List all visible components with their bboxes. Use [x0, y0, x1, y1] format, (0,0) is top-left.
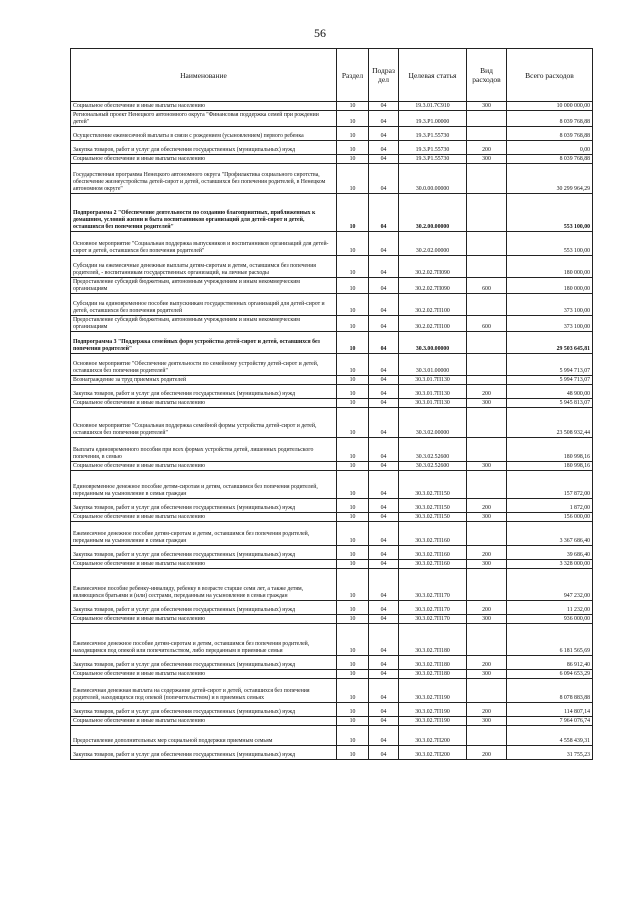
cell-subsection: 04 — [369, 462, 399, 471]
cell-section: 10 — [337, 726, 369, 746]
cell-total: 180 000,00 — [507, 256, 593, 278]
cell-section: 10 — [337, 560, 369, 569]
cell-subsection: 04 — [369, 569, 399, 601]
cell-name: Закупка товаров, работ и услуг для обеспечения государственных (муниципальных) нужд — [71, 703, 337, 717]
cell-subsection: 04 — [369, 560, 399, 569]
cell-name: Социальное обеспечение и иные выплаты населению — [71, 513, 337, 522]
table-row — [71, 385, 593, 399]
cell-section: 10 — [337, 385, 369, 399]
cell-total: 8 039 768,88 — [507, 155, 593, 164]
cell-section: 10 — [337, 155, 369, 164]
cell-article: 30.3.00.00000 — [399, 332, 467, 354]
cell-name: Закупка товаров, работ и услуг для обеспечения государственных (муниципальных) нужд — [71, 546, 337, 560]
cell-expense-type — [467, 522, 507, 546]
cell-total: 114 807,14 — [507, 703, 593, 717]
cell-name: Социальное обеспечение и иные выплаты населению — [71, 462, 337, 471]
cell-section: 10 — [337, 278, 369, 294]
cell-total: 553 100,00 — [507, 232, 593, 256]
page-number: 56 — [314, 26, 326, 40]
cell-total: 86 912,40 — [507, 656, 593, 670]
cell-section: 10 — [337, 127, 369, 141]
cell-section: 10 — [337, 399, 369, 408]
header-subsection: Подраз дел — [369, 49, 399, 102]
cell-expense-type — [467, 624, 507, 656]
table-row — [71, 141, 593, 155]
cell-expense-type — [467, 471, 507, 499]
table-row — [71, 111, 593, 127]
cell-expense-type: 300 — [467, 399, 507, 408]
table-row — [71, 717, 593, 726]
cell-total: 1 872,00 — [507, 499, 593, 513]
cell-section: 10 — [337, 601, 369, 615]
cell-subsection: 04 — [369, 354, 399, 376]
table-row — [71, 746, 593, 760]
header-article: Целевая статья — [399, 49, 467, 102]
table-row — [71, 354, 593, 376]
cell-article: 30.3.02.7П160 — [399, 560, 467, 569]
cell-expense-type: 200 — [467, 385, 507, 399]
cell-subsection: 04 — [369, 670, 399, 679]
cell-article: 19.3.Р1.55730 — [399, 155, 467, 164]
cell-subsection: 04 — [369, 127, 399, 141]
cell-expense-type: 200 — [467, 601, 507, 615]
cell-section: 10 — [337, 332, 369, 354]
cell-section: 10 — [337, 569, 369, 601]
table-row — [71, 294, 593, 316]
cell-expense-type: 300 — [467, 155, 507, 164]
cell-section: 10 — [337, 194, 369, 232]
cell-article: 30.2.00.00000 — [399, 194, 467, 232]
cell-expense-type: 300 — [467, 102, 507, 111]
cell-subsection: 04 — [369, 656, 399, 670]
cell-name: Ежемесячная денежная выплата на содержание детей-сирот и детей, оставшихся без попечения родителей, находящихся под опекой (попечительством) и в приемных семьях — [71, 679, 337, 703]
cell-article: 30.2.02.7П100 — [399, 294, 467, 316]
table-row — [71, 127, 593, 141]
cell-expense-type: 600 — [467, 278, 507, 294]
cell-name: Основное мероприятие "Социальная поддержка семейной формы устройства детей-сирот и детей, оставшихся без попечения родителей" — [71, 408, 337, 438]
table-row — [71, 615, 593, 624]
cell-name: Социальное обеспечение и иные выплаты населению — [71, 717, 337, 726]
cell-section: 10 — [337, 703, 369, 717]
cell-name: Основное мероприятие "Социальная поддержка выпускников и воспитанников организаций для детей-сирот и детей, оставшихся без попечения родителей" — [71, 232, 337, 256]
cell-expense-type — [467, 194, 507, 232]
cell-subsection: 04 — [369, 438, 399, 462]
cell-article: 30.3.02.7П150 — [399, 499, 467, 513]
cell-name: Предоставление субсидий бюджетным, автономным учреждениям и иным некоммерческим организациям — [71, 316, 337, 332]
header-expense-type: Вид расходов — [467, 49, 507, 102]
cell-section: 10 — [337, 670, 369, 679]
cell-article: 30.3.02.7П170 — [399, 615, 467, 624]
cell-name: Осуществление ежемесячной выплаты в связи с рождением (усыновлением) первого ребенка — [71, 127, 337, 141]
cell-article: 30.2.02.7П090 — [399, 278, 467, 294]
cell-name: Закупка товаров, работ и услуг для обеспечения государственных (муниципальных) нужд — [71, 746, 337, 760]
cell-section: 10 — [337, 376, 369, 385]
cell-subsection: 04 — [369, 546, 399, 560]
cell-total: 31 755,23 — [507, 746, 593, 760]
cell-subsection: 04 — [369, 256, 399, 278]
cell-total: 11 232,00 — [507, 601, 593, 615]
cell-name: Основное мероприятие "Обеспечение деятельности по семейному устройству детей-сирот и детей, оставшихся без попечения родителей" — [71, 354, 337, 376]
cell-name: Вознаграждение за труд приемных родителей — [71, 376, 337, 385]
cell-subsection: 04 — [369, 141, 399, 155]
cell-total: 0,00 — [507, 141, 593, 155]
cell-total: 8 039 768,88 — [507, 127, 593, 141]
cell-article: 30.3.01.00000 — [399, 354, 467, 376]
cell-name: Закупка товаров, работ и услуг для обеспечения государственных (муниципальных) нужд — [71, 141, 337, 155]
cell-name: Подпрограмма 3 "Поддержка семейных форм устройства детей-сирот и детей, оставшихся без попечения родителей" — [71, 332, 337, 354]
cell-total: 5 945 813,07 — [507, 399, 593, 408]
table-row — [71, 624, 593, 656]
cell-article: 30.3.02.7П180 — [399, 670, 467, 679]
cell-subsection: 04 — [369, 615, 399, 624]
cell-subsection: 04 — [369, 408, 399, 438]
cell-subsection: 04 — [369, 703, 399, 717]
cell-article: 30.3.02.7П170 — [399, 601, 467, 615]
cell-name: Ежемесячное пособие ребенку-инвалиду, ребенку в возрасте старше семи лет, а также детям, являющихся братьями и (или) сестрами, переданным на усыновление в семьи граждан — [71, 569, 337, 601]
cell-article: 30.3.02.7П150 — [399, 513, 467, 522]
cell-total: 48 900,00 — [507, 385, 593, 399]
cell-total: 8 039 768,88 — [507, 111, 593, 127]
cell-total: 23 508 932,44 — [507, 408, 593, 438]
cell-article: 30.2.02.00000 — [399, 232, 467, 256]
cell-expense-type: 300 — [467, 717, 507, 726]
cell-subsection: 04 — [369, 332, 399, 354]
cell-name: Региональный проект Ненецкого автономного округа "Финансовая поддержка семей при рождении детей" — [71, 111, 337, 127]
cell-section: 10 — [337, 522, 369, 546]
cell-name: Подпрограмма 2 "Обеспечение деятельности по созданию благоприятных, приближенных к домашним, условий жизни и быта воспитанников организаций для детей-сирот и детей, оставшихся без попечения родителей" — [71, 194, 337, 232]
cell-article: 30.3.02.52600 — [399, 438, 467, 462]
cell-section: 10 — [337, 438, 369, 462]
cell-total: 180 998,16 — [507, 462, 593, 471]
table-row — [71, 560, 593, 569]
table-row — [71, 679, 593, 703]
table-row — [71, 232, 593, 256]
cell-article: 30.3.02.7П200 — [399, 746, 467, 760]
cell-expense-type — [467, 354, 507, 376]
header-section: Раздел — [337, 49, 369, 102]
cell-subsection: 04 — [369, 294, 399, 316]
cell-expense-type: 300 — [467, 615, 507, 624]
cell-section: 10 — [337, 499, 369, 513]
cell-subsection: 04 — [369, 376, 399, 385]
table-row — [71, 332, 593, 354]
cell-expense-type: 200 — [467, 546, 507, 560]
cell-section: 10 — [337, 232, 369, 256]
cell-article: 30.3.02.7П180 — [399, 656, 467, 670]
cell-name: Социальное обеспечение и иные выплаты населению — [71, 560, 337, 569]
cell-expense-type — [467, 256, 507, 278]
cell-expense-type: 600 — [467, 316, 507, 332]
cell-expense-type: 200 — [467, 141, 507, 155]
cell-total: 4 558 439,31 — [507, 726, 593, 746]
cell-total: 180 998,16 — [507, 438, 593, 462]
cell-section: 10 — [337, 111, 369, 127]
table-row — [71, 438, 593, 462]
cell-subsection: 04 — [369, 232, 399, 256]
table-row — [71, 462, 593, 471]
cell-name: Закупка товаров, работ и услуг для обеспечения государственных (муниципальных) нужд — [71, 499, 337, 513]
cell-subsection: 04 — [369, 111, 399, 127]
cell-expense-type — [467, 332, 507, 354]
cell-expense-type — [467, 679, 507, 703]
cell-subsection: 04 — [369, 316, 399, 332]
cell-expense-type — [467, 127, 507, 141]
cell-subsection: 04 — [369, 717, 399, 726]
cell-subsection: 04 — [369, 499, 399, 513]
table-row — [71, 513, 593, 522]
table-row — [71, 522, 593, 546]
cell-section: 10 — [337, 746, 369, 760]
cell-expense-type — [467, 726, 507, 746]
cell-total: 30 299 964,29 — [507, 164, 593, 194]
cell-expense-type — [467, 232, 507, 256]
cell-section: 10 — [337, 102, 369, 111]
cell-article: 30.3.02.7П180 — [399, 624, 467, 656]
cell-name: Закупка товаров, работ и услуг для обеспечения государственных (муниципальных) нужд — [71, 385, 337, 399]
cell-total: 936 000,00 — [507, 615, 593, 624]
table-body — [71, 102, 593, 760]
cell-name: Единовременное денежное пособие детям-сиротам и детям, оставшимся без попечения родителей, переданным на усыновление в семьи граждан — [71, 471, 337, 499]
cell-expense-type — [467, 376, 507, 385]
cell-article: 19.3.Р1.00000 — [399, 111, 467, 127]
cell-total: 373 100,00 — [507, 316, 593, 332]
cell-article: 30.3.01.7П130 — [399, 376, 467, 385]
cell-expense-type — [467, 111, 507, 127]
cell-article: 30.3.01.7П130 — [399, 399, 467, 408]
table-row — [71, 278, 593, 294]
cell-expense-type: 300 — [467, 670, 507, 679]
budget-table — [70, 48, 593, 760]
cell-expense-type: 200 — [467, 703, 507, 717]
cell-section: 10 — [337, 256, 369, 278]
cell-section: 10 — [337, 717, 369, 726]
cell-article: 30.3.02.7П200 — [399, 726, 467, 746]
cell-subsection: 04 — [369, 399, 399, 408]
cell-total: 180 000,00 — [507, 278, 593, 294]
cell-section: 10 — [337, 624, 369, 656]
table-row — [71, 471, 593, 499]
cell-section: 10 — [337, 656, 369, 670]
cell-total: 5 994 713,07 — [507, 354, 593, 376]
cell-expense-type — [467, 438, 507, 462]
cell-subsection: 04 — [369, 471, 399, 499]
cell-name: Ежемесячное денежное пособие детям-сиротам и детям, оставшимся без попечения родителей, находящимся под опекой или попечительством, либо переданным в приемные семьи — [71, 624, 337, 656]
cell-article: 30.0.00.00000 — [399, 164, 467, 194]
cell-name: Социальное обеспечение и иные выплаты населению — [71, 399, 337, 408]
cell-section: 10 — [337, 679, 369, 703]
cell-section: 10 — [337, 471, 369, 499]
table-row — [71, 670, 593, 679]
header-total: Всего расходов — [507, 49, 593, 102]
cell-subsection: 04 — [369, 746, 399, 760]
cell-article: 30.3.02.7П190 — [399, 703, 467, 717]
cell-expense-type — [467, 294, 507, 316]
cell-article: 19.3.Р1.55730 — [399, 127, 467, 141]
table-row — [71, 546, 593, 560]
cell-subsection: 04 — [369, 278, 399, 294]
cell-expense-type — [467, 569, 507, 601]
cell-name: Выплата единовременного пособия при всех формах устройства детей, лишенных родительского попечения, в семью — [71, 438, 337, 462]
cell-article: 30.2.02.7П090 — [399, 256, 467, 278]
table-row — [71, 726, 593, 746]
cell-name: Субсидии на единовременное пособие выпускникам государственных организаций для детей-сирот и детей, оставшихся без попечения родителей — [71, 294, 337, 316]
cell-name: Социальное обеспечение и иные выплаты населению — [71, 102, 337, 111]
table-row — [71, 656, 593, 670]
cell-article: 30.3.02.7П160 — [399, 546, 467, 560]
cell-section: 10 — [337, 316, 369, 332]
table-row — [71, 316, 593, 332]
cell-name: Субсидии на ежемесячные денежные выплаты детям-сиротам и детям, оставшимся без попечения родителей, - воспитанникам государственных организаций, на личные расходы — [71, 256, 337, 278]
cell-expense-type: 300 — [467, 560, 507, 569]
cell-section: 10 — [337, 164, 369, 194]
table-row — [71, 102, 593, 111]
cell-subsection: 04 — [369, 679, 399, 703]
cell-name: Предоставление дополнительных мер социальной поддержки приемным семьям — [71, 726, 337, 746]
cell-article: 30.3.02.7П190 — [399, 679, 467, 703]
cell-article: 30.3.02.7П170 — [399, 569, 467, 601]
cell-subsection: 04 — [369, 601, 399, 615]
table-row — [71, 601, 593, 615]
cell-section: 10 — [337, 294, 369, 316]
cell-article: 19.3.Р1.55730 — [399, 141, 467, 155]
table-row — [71, 399, 593, 408]
cell-subsection: 04 — [369, 102, 399, 111]
cell-name: Социальное обеспечение и иные выплаты населению — [71, 670, 337, 679]
table-header-row — [71, 49, 593, 102]
cell-name: Государственная программа Ненецкого автономного округа "Профилактика социального сиротства, обеспечение жизнеустройства детей-сирот и детей, оставшихся без попечения родителей, в Ненецком автономном округе" — [71, 164, 337, 194]
cell-expense-type: 200 — [467, 656, 507, 670]
cell-expense-type: 300 — [467, 462, 507, 471]
cell-subsection: 04 — [369, 624, 399, 656]
table-row — [71, 703, 593, 717]
cell-subsection: 04 — [369, 726, 399, 746]
cell-section: 10 — [337, 513, 369, 522]
cell-section: 10 — [337, 615, 369, 624]
cell-total: 157 872,00 — [507, 471, 593, 499]
cell-article: 30.3.01.7П130 — [399, 385, 467, 399]
cell-expense-type — [467, 408, 507, 438]
cell-expense-type: 200 — [467, 746, 507, 760]
table-row — [71, 499, 593, 513]
cell-total: 5 994 713,07 — [507, 376, 593, 385]
cell-section: 10 — [337, 408, 369, 438]
cell-expense-type: 300 — [467, 513, 507, 522]
cell-total: 373 100,00 — [507, 294, 593, 316]
cell-subsection: 04 — [369, 385, 399, 399]
cell-total: 29 503 645,81 — [507, 332, 593, 354]
cell-total: 10 000 000,00 — [507, 102, 593, 111]
table-row — [71, 569, 593, 601]
cell-total: 3 328 000,00 — [507, 560, 593, 569]
cell-subsection: 04 — [369, 155, 399, 164]
cell-name: Закупка товаров, работ и услуг для обеспечения государственных (муниципальных) нужд — [71, 656, 337, 670]
cell-total: 39 686,40 — [507, 546, 593, 560]
cell-name: Предоставление субсидий бюджетным, автономным учреждениям и иным некоммерческим организациям — [71, 278, 337, 294]
cell-subsection: 04 — [369, 513, 399, 522]
cell-name: Социальное обеспечение и иные выплаты населению — [71, 615, 337, 624]
cell-name: Ежемесячное денежное пособие детям-сиротам и детям, оставшимся без попечения родителей, переданным на усыновление в семьи граждан — [71, 522, 337, 546]
cell-section: 10 — [337, 354, 369, 376]
table-row — [71, 155, 593, 164]
cell-total: 8 078 883,88 — [507, 679, 593, 703]
cell-section: 10 — [337, 462, 369, 471]
cell-total: 3 367 686,40 — [507, 522, 593, 546]
cell-article: 30.3.02.7П160 — [399, 522, 467, 546]
table-row — [71, 376, 593, 385]
cell-subsection: 04 — [369, 522, 399, 546]
cell-total: 6 181 565,69 — [507, 624, 593, 656]
cell-subsection: 04 — [369, 164, 399, 194]
cell-total: 947 232,00 — [507, 569, 593, 601]
cell-total: 553 100,00 — [507, 194, 593, 232]
table-row — [71, 194, 593, 232]
cell-section: 10 — [337, 546, 369, 560]
cell-total: 156 000,00 — [507, 513, 593, 522]
cell-article: 30.3.02.52600 — [399, 462, 467, 471]
cell-section: 10 — [337, 141, 369, 155]
cell-total: 6 094 653,29 — [507, 670, 593, 679]
table-row — [71, 164, 593, 194]
cell-name: Социальное обеспечение и иные выплаты населению — [71, 155, 337, 164]
table-row — [71, 256, 593, 278]
header-name: Наименование — [71, 49, 337, 102]
cell-total: 7 964 076,74 — [507, 717, 593, 726]
cell-subsection: 04 — [369, 194, 399, 232]
cell-article: 30.3.02.00000 — [399, 408, 467, 438]
cell-article: 30.3.02.7П150 — [399, 471, 467, 499]
cell-article: 30.2.02.7П100 — [399, 316, 467, 332]
cell-name: Закупка товаров, работ и услуг для обеспечения государственных (муниципальных) нужд — [71, 601, 337, 615]
cell-expense-type: 200 — [467, 499, 507, 513]
cell-article: 30.3.02.7П190 — [399, 717, 467, 726]
table-row — [71, 408, 593, 438]
cell-article: 19.3.01.7С910 — [399, 102, 467, 111]
cell-expense-type — [467, 164, 507, 194]
